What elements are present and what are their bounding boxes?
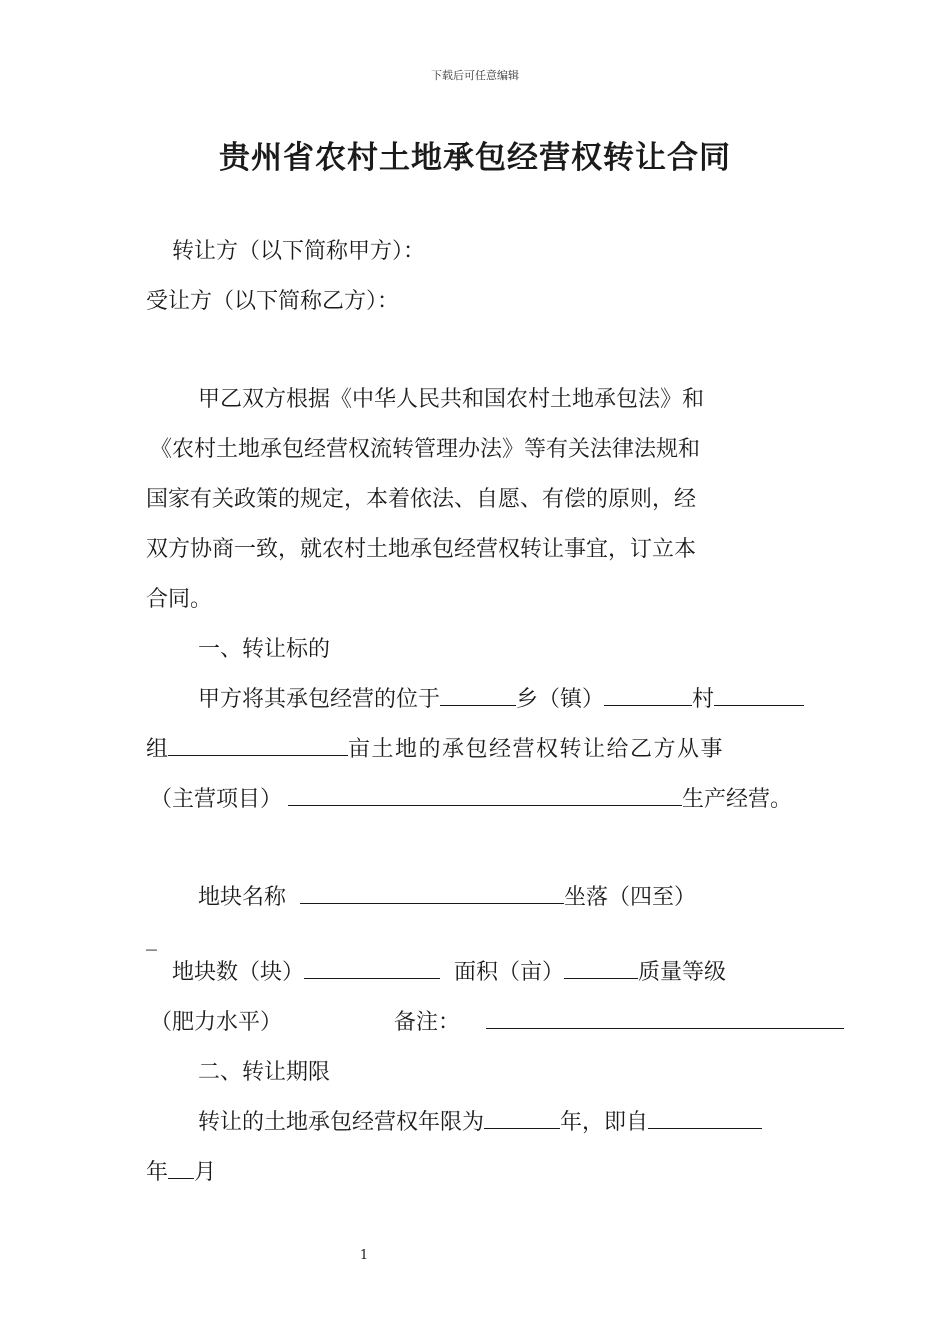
text-transfer-purpose: 亩土地的承包经营权转让给乙方从事	[348, 737, 725, 762]
text-term-from: 年，即自	[560, 1110, 649, 1135]
header-note: 下载后可任意编辑	[431, 69, 519, 82]
preamble-line-3: 国家有关政策的规定，本着依法、自愿、有偿的原则，经	[146, 487, 697, 512]
page-number: 1	[359, 1248, 369, 1263]
document-title: 贵州省农村土地承包经营权转让合同	[219, 140, 731, 176]
blank-area-mu-field[interactable]	[564, 958, 638, 979]
blank-group-field[interactable]	[714, 685, 804, 706]
plot-name-line	[198, 883, 696, 913]
preamble-line-2: 《农村土地承包经营权流转管理办法》等有关法律法规和	[150, 437, 701, 462]
blank-township-field[interactable]	[440, 685, 516, 706]
term-line-1	[198, 1108, 762, 1138]
text-location-prefix: 甲方将其承包经营的位于	[198, 687, 441, 712]
preamble-line-1: 甲乙双方根据《中华人民共和国农村土地承包法》和	[198, 387, 705, 412]
fertility-line	[150, 1008, 844, 1038]
term-line-2	[146, 1158, 216, 1188]
party-a-line: 转让方（以下简称甲方）：	[172, 239, 426, 264]
subject-line-3	[150, 785, 792, 815]
text-village-label: 村	[692, 687, 715, 712]
text-term-prefix: 转让的土地承包经营权年限为	[198, 1110, 485, 1135]
text-production-suffix: 生产经营。	[682, 787, 793, 812]
text-township-label: 乡（镇）	[516, 687, 605, 712]
subject-line-1	[198, 685, 804, 715]
text-month-label: 月	[194, 1160, 217, 1185]
section-1-heading: 一、转让标的	[198, 637, 331, 662]
location-dash: _	[146, 926, 157, 951]
blank-start-year-field[interactable]	[648, 1108, 762, 1129]
blank-main-project-field[interactable]	[288, 785, 682, 806]
text-quality-grade-label: 质量等级	[638, 960, 727, 985]
blank-area-field[interactable]	[168, 735, 348, 756]
blank-term-years-field[interactable]	[484, 1108, 560, 1129]
text-remark-label: 备注：	[394, 1010, 461, 1035]
section-2-heading: 二、转让期限	[198, 1060, 331, 1085]
text-plot-name-label: 地块名称	[198, 885, 287, 910]
text-main-project-label: （主营项目）	[150, 787, 283, 812]
text-area-label: 面积（亩）	[454, 960, 565, 985]
blank-plot-count-field[interactable]	[304, 958, 440, 979]
blank-plot-name-field[interactable]	[300, 883, 564, 904]
blank-remark-field[interactable]	[486, 1008, 844, 1029]
plot-count-line	[172, 958, 726, 988]
text-location-boundary-label: 坐落（四至）	[564, 885, 697, 910]
text-plot-count-label: 地块数（块）	[172, 960, 305, 985]
text-year-label: 年	[146, 1160, 169, 1185]
text-fertility-label: （肥力水平）	[150, 1010, 283, 1035]
blank-village-field[interactable]	[604, 685, 692, 706]
preamble-line-5: 合同。	[146, 587, 213, 612]
text-group-label: 组	[146, 737, 169, 762]
preamble-line-4: 双方协商一致，就农村土地承包经营权转让事宜，订立本	[146, 537, 697, 562]
blank-start-month-field[interactable]	[168, 1158, 194, 1179]
subject-line-2	[146, 735, 724, 765]
party-b-line: 受让方（以下简称乙方）：	[146, 289, 400, 314]
